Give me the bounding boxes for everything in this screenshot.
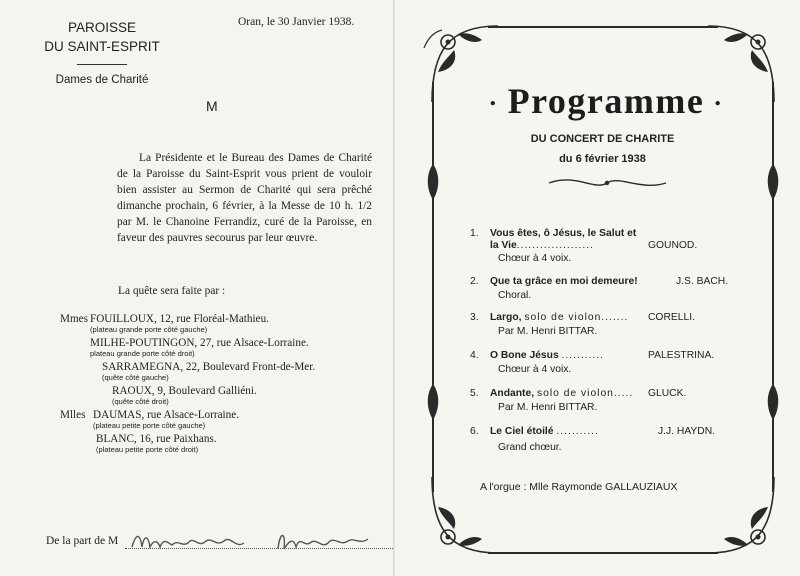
programme-title-text: Programme: [507, 81, 705, 121]
item-title: Andante,: [490, 388, 535, 399]
item-number: 5.: [470, 388, 479, 399]
donor-item: [60, 361, 390, 385]
floral-corner-icon: [698, 477, 788, 567]
item-detail: Chœur à 4 voix.: [498, 364, 572, 375]
item-title-line2: la Vie: [490, 240, 517, 251]
invitation-page: [0, 0, 395, 576]
item-number: 4.: [470, 350, 479, 361]
donor-name: DAUMAS, rue Alsace-Lorraine.: [93, 409, 240, 421]
donor-name: MILHE-POUTINGON, 27, rue Alsace-Lorraine.: [90, 337, 309, 349]
donor-item: [60, 433, 390, 457]
item-number: 6.: [470, 426, 479, 437]
item-composer: GLUCK.: [648, 388, 687, 399]
leaf-ornament-icon: [424, 382, 444, 422]
donor-note: (plateau petite porte côté gauche): [93, 421, 206, 430]
item-title: Le Ciel étoilé: [490, 426, 554, 437]
item-leader: ...........: [561, 350, 605, 361]
donor-item: [60, 337, 390, 361]
parish-name-line2: DU SAINT-ESPRIT: [44, 39, 160, 54]
item-detail: Par M. Henri BITTAR.: [498, 402, 598, 413]
item-composer: J.J. HAYDN.: [658, 426, 716, 437]
item-leader: ...........: [556, 426, 599, 437]
donor-note: (quête côté gauche): [102, 373, 169, 382]
item-composer: PALESTRINA.: [648, 350, 715, 361]
item-detail: Chœur à 4 voix.: [498, 253, 572, 264]
frame-top-line: [488, 26, 718, 28]
concert-date: du 6 février 1938: [559, 153, 646, 165]
donor-prefix: Mmes: [60, 313, 88, 325]
donor-item: [60, 385, 390, 409]
donor-name: RAOUX, 9, Boulevard Galliéni.: [112, 385, 257, 397]
handwritten-signature: [128, 527, 383, 555]
item-title-cont: [490, 312, 628, 323]
item-title: Que ta grâce en moi demeure!: [490, 276, 638, 287]
from-label: De la part de M: [46, 535, 119, 547]
item-title-cont: [490, 426, 599, 437]
item-leader: ....................: [516, 240, 594, 251]
item-composer: GOUNOD.: [648, 240, 698, 251]
parish-header: [22, 18, 182, 90]
item-composer: CORELLI.: [648, 312, 695, 323]
item-leader: solo de violon.....: [536, 388, 634, 399]
flourish-divider-icon: [545, 175, 670, 191]
donor-prefix: Mlles: [60, 409, 86, 421]
organist-credit: A l'orgue : Mlle Raymonde GALLAUZIAUX: [480, 481, 678, 493]
item-title-cont: [490, 350, 604, 361]
donor-name: SARRAMEGNA, 22, Boulevard Front-de-Mer.: [102, 361, 316, 373]
item-title: O Bone Jésus: [490, 350, 559, 361]
programme-title: [466, 80, 746, 122]
item-title-cont: [490, 240, 594, 251]
item-leader: solo de violon.......: [524, 312, 629, 323]
donor-note: plateau grande porte côté droit): [90, 349, 195, 358]
donor-name: BLANC, 16, rue Paixhans.: [96, 433, 217, 445]
item-detail: Choral.: [498, 290, 532, 301]
header-divider: [77, 64, 127, 65]
donor-name: FOUILLOUX, 12, rue Floréal-Mathieu.: [90, 313, 269, 325]
item-number: 3.: [470, 312, 479, 323]
item-title: Vous êtes, ô Jésus, le Salut et: [490, 228, 637, 239]
item-number: 1.: [470, 228, 479, 239]
leaf-ornament-icon: [764, 162, 784, 202]
title-dot-icon: •: [714, 95, 722, 113]
letter-date: Oran, le 30 Janvier 1938.: [238, 16, 355, 28]
dames-de-charite: Dames de Charité: [55, 74, 149, 86]
donor-list: [60, 313, 390, 457]
salutation: M: [206, 98, 218, 114]
donor-item: [60, 409, 390, 433]
item-detail: Grand chœur.: [498, 442, 562, 453]
item-composer: J.S. BACH.: [676, 276, 729, 287]
donor-note: (plateau petite porte côté droit): [96, 445, 199, 454]
leaf-ornament-icon: [764, 382, 784, 422]
leaf-ornament-icon: [424, 162, 444, 202]
concert-subtitle: DU CONCERT DE CHARITE: [530, 133, 675, 145]
donor-note: (plateau grande porte côté gauche): [90, 325, 208, 334]
item-title-cont: [490, 388, 633, 399]
item-title: Largo,: [490, 312, 522, 323]
donor-item: [60, 313, 390, 337]
parish-name-line1: PAROISSE: [67, 20, 137, 35]
donor-note: (quête côté droit): [112, 397, 169, 406]
item-number: 2.: [470, 276, 479, 287]
title-dot-icon: •: [490, 95, 498, 113]
frame-bottom-line: [488, 552, 718, 554]
item-detail: Par M. Henri BITTAR.: [498, 326, 598, 337]
quete-intro: La quête sera faite par :: [118, 285, 226, 297]
invitation-text: La Présidente et le Bureau des Dames de Charité de la Paroisse du Saint-Esprit vous prient de vouloir bien assister au Sermon de Charité qui sera prêché dimanche prochain, 6 février, à la Messe de 10 h. 1/2 par M. le Chanoine Ferrandiz, curé de la Paroisse, en faveur des pauvres secourus par leur œuvre.: [117, 152, 372, 244]
